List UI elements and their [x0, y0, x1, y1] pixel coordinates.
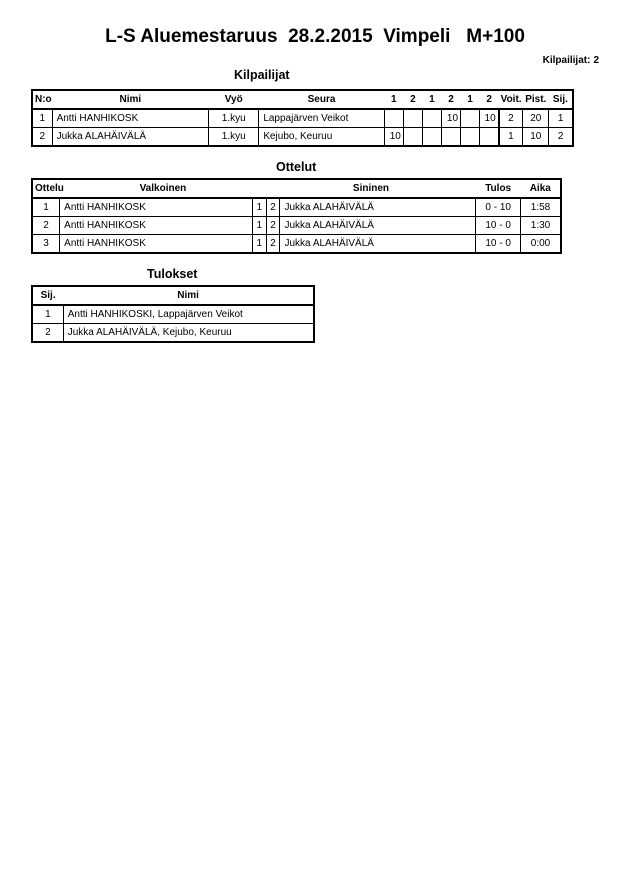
cell-name: Antti HANHIKOSK	[52, 109, 209, 128]
cell-points: 10	[523, 128, 549, 147]
matches-heading: Ottelut	[276, 160, 317, 174]
results-table	[31, 285, 315, 343]
cell-place: 1	[32, 305, 63, 324]
col-blue: Sininen	[266, 179, 476, 198]
cell-match-no: 3	[32, 235, 60, 254]
col-m2: 2	[403, 90, 422, 109]
cell-belt: 1.kyu	[209, 109, 259, 128]
page-title: L-S Aluemestaruus 28.2.2015 Vimpeli M+100	[105, 26, 525, 47]
col-no: N:o	[32, 90, 52, 109]
col-points: Pist.	[523, 90, 549, 109]
participants-value: 2	[593, 55, 599, 66]
cell-blue: Jukka ALAHÄIVÄLÄ	[280, 198, 476, 217]
cell-blue: Jukka ALAHÄIVÄLÄ	[280, 217, 476, 235]
col-m6: 2	[480, 90, 499, 109]
cell-place: 2	[549, 128, 573, 147]
cell-match	[384, 109, 403, 128]
results-header-row	[32, 286, 314, 305]
cell-blue-no: 2	[266, 198, 280, 217]
table-row	[32, 305, 314, 324]
table-row	[32, 198, 561, 217]
col-m3: 1	[422, 90, 441, 109]
cell-white: Antti HANHIKOSK	[60, 198, 253, 217]
competitors-table	[31, 89, 574, 147]
cell-match	[461, 109, 480, 128]
col-result: Tulos	[476, 179, 521, 198]
cell-match	[403, 128, 422, 147]
competitors-header-row	[32, 90, 573, 109]
cell-blue: Jukka ALAHÄIVÄLÄ	[280, 235, 476, 254]
table-row	[32, 109, 573, 128]
cell-time: 0:00	[521, 235, 561, 254]
cell-white-no: 1	[252, 235, 266, 254]
col-result-place: Sij.	[32, 286, 63, 305]
col-name: Nimi	[52, 90, 209, 109]
col-match-no: Ottelu	[32, 179, 60, 198]
cell-white: Antti HANHIKOSK	[60, 217, 253, 235]
col-club: Seura	[259, 90, 384, 109]
results-heading: Tulokset	[147, 267, 198, 281]
col-m4: 2	[441, 90, 460, 109]
cell-match: 10	[480, 109, 499, 128]
cell-result: 10 - 0	[476, 217, 521, 235]
cell-no: 1	[32, 109, 52, 128]
participants-count	[543, 55, 599, 66]
cell-match: 10	[384, 128, 403, 147]
cell-white: Antti HANHIKOSK	[60, 235, 253, 254]
cell-name: Antti HANHIKOSKI, Lappajärven Veikot	[63, 305, 314, 324]
cell-white-no: 1	[252, 217, 266, 235]
cell-place: 1	[549, 109, 573, 128]
table-row	[32, 235, 561, 254]
col-m1: 1	[384, 90, 403, 109]
cell-time: 1:30	[521, 217, 561, 235]
cell-wins: 1	[499, 128, 523, 147]
cell-result: 10 - 0	[476, 235, 521, 254]
table-row	[32, 324, 314, 343]
cell-match-no: 1	[32, 198, 60, 217]
cell-match	[480, 128, 499, 147]
participants-label: Kilpailijat:	[542, 55, 591, 66]
cell-match	[422, 128, 441, 147]
col-white: Valkoinen	[60, 179, 266, 198]
col-m5: 1	[461, 90, 480, 109]
cell-place: 2	[32, 324, 63, 343]
table-row	[32, 128, 573, 147]
col-time: Aika	[521, 179, 561, 198]
col-result-name: Nimi	[63, 286, 314, 305]
cell-club: Lappajärven Veikot	[259, 109, 384, 128]
cell-result: 0 - 10	[476, 198, 521, 217]
cell-no: 2	[32, 128, 52, 147]
matches-header-row	[32, 179, 561, 198]
cell-white-no: 1	[252, 198, 266, 217]
cell-club: Kejubo, Keuruu	[259, 128, 384, 147]
cell-match	[403, 109, 422, 128]
cell-match	[422, 109, 441, 128]
cell-match	[441, 128, 460, 147]
cell-match: 10	[441, 109, 460, 128]
col-belt: Vyö	[209, 90, 259, 109]
col-place: Sij.	[549, 90, 573, 109]
cell-blue-no: 2	[266, 235, 280, 254]
cell-name: Jukka ALAHÄIVÄLÄ, Kejubo, Keuruu	[63, 324, 314, 343]
cell-blue-no: 2	[266, 217, 280, 235]
matches-table	[31, 178, 562, 254]
cell-match-no: 2	[32, 217, 60, 235]
cell-time: 1:58	[521, 198, 561, 217]
cell-points: 20	[523, 109, 549, 128]
cell-name: Jukka ALAHÄIVÄLÄ	[52, 128, 209, 147]
cell-match	[461, 128, 480, 147]
cell-wins: 2	[499, 109, 523, 128]
table-row	[32, 217, 561, 235]
competitors-heading: Kilpailijat	[234, 68, 290, 82]
cell-belt: 1.kyu	[209, 128, 259, 147]
col-wins: Voit.	[499, 90, 523, 109]
